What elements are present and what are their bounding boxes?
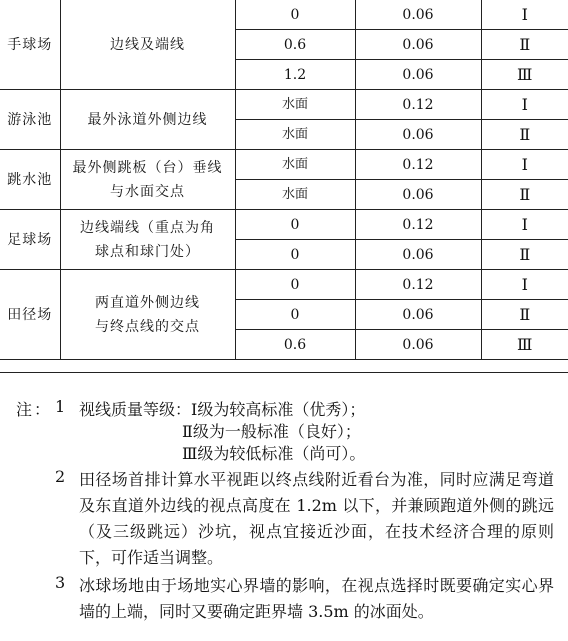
note-1-line: Ⅲ级为较低标准（尚可）。 — [182, 444, 366, 463]
position-line: 球点和球门处） — [95, 243, 200, 260]
position-line: 与终点线的交点 — [95, 318, 200, 335]
grade-cell: Ⅰ — [481, 90, 568, 120]
note-2-text: 田径场首排计算水平视距以终点线附近看台为准，同时应满足弯道及东直道外边线的视点高度在 1.2m 以下，并兼顾跑道外侧的跳远（及三级跳远）沙坑，视点宜接近沙面，在技术经济合理的原则下，可作适当调整。 — [79, 470, 554, 567]
table-row — [0, 150, 568, 180]
note-1-line: 视线质量等级：Ⅰ级为较高标准（优秀）； — [79, 400, 366, 419]
c-value-cell: 0.12 — [355, 210, 481, 240]
grade-cell: Ⅱ — [481, 30, 568, 60]
venue-cell: 田径场 — [0, 270, 60, 360]
grade-cell: Ⅰ — [481, 270, 568, 300]
note-number: 1 — [55, 397, 66, 416]
position-cell: 最外泳道外侧边线 — [60, 90, 235, 150]
grade-cell: Ⅲ — [481, 60, 568, 90]
height-cell: 1.2 — [235, 60, 355, 90]
c-value-cell: 0.06 — [355, 60, 481, 90]
height-cell: 水面 — [235, 120, 355, 150]
position-cell: 边线及端线 — [60, 0, 235, 90]
position-line: 最外侧跳板（台）垂线 — [72, 159, 223, 176]
position-cell — [60, 210, 235, 270]
note-1-line: Ⅱ级为一般标准（良好）； — [182, 422, 361, 441]
grade-cell: Ⅱ — [481, 300, 568, 330]
position-cell — [60, 270, 235, 360]
c-value-cell: 0.06 — [355, 0, 481, 30]
position-cell — [60, 150, 235, 210]
grade-cell: Ⅱ — [481, 240, 568, 270]
c-value-cell: 0.12 — [355, 150, 481, 180]
c-value-cell: 0.06 — [355, 30, 481, 60]
table-row — [0, 0, 568, 30]
c-value-cell: 0.12 — [355, 270, 481, 300]
grade-cell: Ⅰ — [481, 210, 568, 240]
c-value-cell: 0.12 — [355, 90, 481, 120]
note-3-text: 冰球场地由于场地实心界墙的影响，在视点选择时既要确定实心界墙的上端，同时又要确定距界墙 3.5m 的冰面处。 — [79, 576, 554, 621]
grade-cell: Ⅰ — [481, 0, 568, 30]
height-cell: 0 — [235, 300, 355, 330]
table-row — [0, 210, 568, 240]
height-cell: 0.6 — [235, 30, 355, 60]
grade-cell: Ⅲ — [481, 330, 568, 360]
c-value-cell: 0.06 — [355, 330, 481, 360]
grade-cell: Ⅰ — [481, 150, 568, 180]
venue-cell: 手球场 — [0, 0, 60, 90]
notes-label: 注： — [16, 400, 53, 419]
note-number: 3 — [55, 573, 66, 592]
venue-cell: 游泳池 — [0, 90, 60, 150]
height-cell: 水面 — [235, 150, 355, 180]
c-value-cell: 0.06 — [355, 120, 481, 150]
c-value-cell: 0.06 — [355, 180, 481, 210]
grade-cell: Ⅱ — [481, 120, 568, 150]
position-line: 两直道外侧边线 — [95, 294, 200, 311]
position-line: 与水面交点 — [110, 183, 185, 200]
table-row — [0, 90, 568, 120]
table-row — [0, 270, 568, 300]
venue-cell: 足球场 — [0, 210, 60, 270]
height-cell: 0 — [235, 0, 355, 30]
note-number: 2 — [55, 467, 66, 486]
c-value-cell: 0.06 — [355, 300, 481, 330]
height-cell: 0 — [235, 240, 355, 270]
c-value-cell: 0.06 — [355, 240, 481, 270]
height-cell: 0 — [235, 210, 355, 240]
venue-cell: 跳水池 — [0, 150, 60, 210]
height-cell: 0 — [235, 270, 355, 300]
height-cell: 水面 — [235, 90, 355, 120]
grade-cell: Ⅱ — [481, 180, 568, 210]
height-cell: 水面 — [235, 180, 355, 210]
height-cell: 0.6 — [235, 330, 355, 360]
position-line: 边线端线（重点为角 — [80, 219, 215, 236]
